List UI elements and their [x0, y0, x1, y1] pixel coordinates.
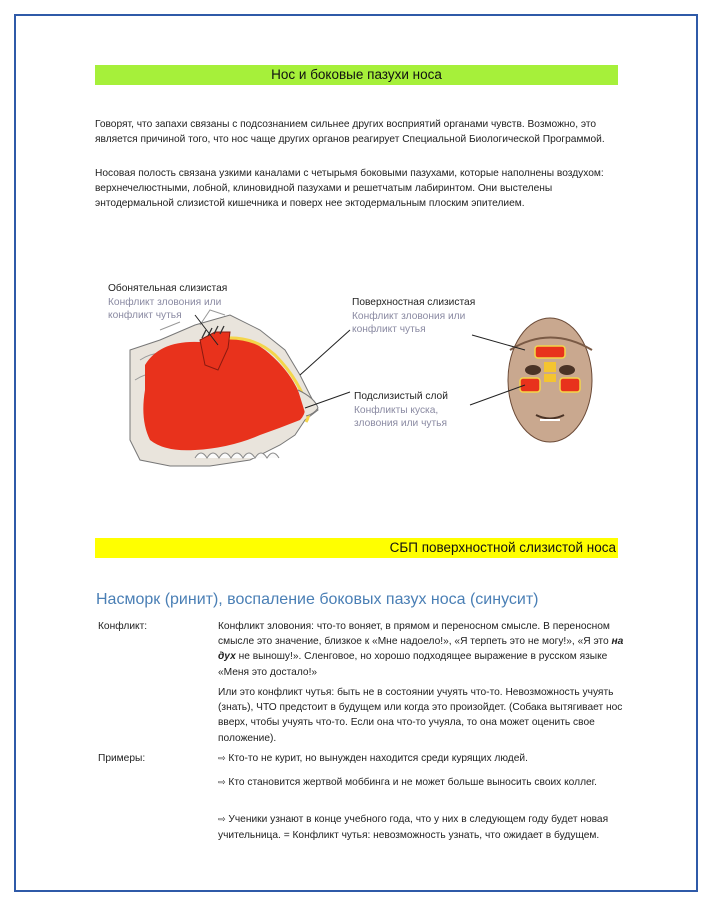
label-olfactory-sub-1: Конфликт зловония или [108, 296, 222, 308]
conflict-text-1a: Конфликт зловония: что-то воняет, в прямом и переносном смысле. В переносном смысле это значение, близкое к «Мне надоело!», «Я терпеть это не могу!», «Я это [218, 621, 612, 648]
example-item-2 [218, 775, 628, 791]
label-olfactory-sub-2: конфликт чутья [108, 310, 182, 321]
conflict-text-1 [218, 619, 628, 680]
example-item-3-text: Ученики узнают в конце учебного года, что у них в следующем году будет новая учительница. = Конфликт чутья: невозможность узнать, что ожидает в будущем. [218, 814, 609, 842]
example-item-2-text: Кто становится жертвой моббинга и не может больше выносить своих коллег. [228, 777, 597, 788]
arrow-right-icon: ⇨ [218, 815, 226, 825]
label-submucosa-sub-2: зловония или чутья [354, 418, 447, 429]
label-olfactory [108, 282, 227, 323]
section-banner-text: СБП поверхностной слизистой носа [389, 540, 616, 555]
section-title: Насморк (ринит), воспаление боковых пазух носа (синусит) [96, 591, 539, 608]
conflict-text-1-bold: на дух [218, 636, 624, 663]
section-banner [95, 538, 618, 558]
label-surface-sub-2: конфликт чутья [352, 324, 426, 335]
label-submucosa [354, 390, 448, 431]
label-submucosa-main: Подслизистый слой [354, 391, 448, 402]
examples-label: Примеры: [98, 753, 146, 764]
label-surface-mucosa [352, 296, 475, 337]
conflict-label: Конфликт: [98, 621, 148, 632]
arrow-right-icon: ⇨ [218, 754, 226, 764]
leader-line-surface [300, 330, 350, 375]
example-item-1-text: Кто-то не курит, но вынужден находится среди курящих людей. [228, 753, 528, 764]
label-surface-main: Поверхностная слизистая [352, 297, 476, 308]
page-title-banner [95, 65, 618, 85]
intro-paragraph-1: Говорят, что запахи связаны с подсознанием сильнее других восприятий органами чувств. Возможно, это является причиной того, что нос чаще других органов реагирует Специальной Биологической Программой. [95, 119, 605, 146]
arrow-right-icon: ⇨ [218, 778, 226, 788]
nose-anatomy-figure [100, 270, 610, 480]
example-item-1 [218, 751, 628, 767]
label-submucosa-sub-1: Конфликты куска, [354, 404, 439, 416]
page-title: Нос и боковые пазухи носа [271, 67, 442, 82]
label-surface-sub-1: Конфликт зловония или [352, 310, 466, 322]
label-olfactory-main: Обонятельная слизистая [108, 283, 228, 294]
face-illustration [508, 318, 592, 442]
intro-paragraph-2: Носовая полость связана узкими каналами с четырьмя боковыми пазухами, которые наполнены воздухом: верхнечелюстными, лобной, клиновидной пазухами и решетчатым лабиринтом. Они выстелены энтодермальной слизистой кишечника и поверх нее эктодермальным плоским эпителием. [95, 168, 604, 210]
example-item-3 [218, 812, 628, 843]
conflict-text-2: Или это конфликт чутья: быть не в состоянии учуять что-то. Невозможность учуять (знать), ЧТО предстоит в будущем или когда это произойдет. (Собака вытягивает нос вверх, чтобы учуять что-то. Если она что-то учуяла, то она может оценить свое положение). [218, 687, 623, 744]
conflict-text-1b: не выношу!». Сленговое, но хорошо подходящее выражение в русском языке «Меня это достало!» [218, 651, 608, 678]
